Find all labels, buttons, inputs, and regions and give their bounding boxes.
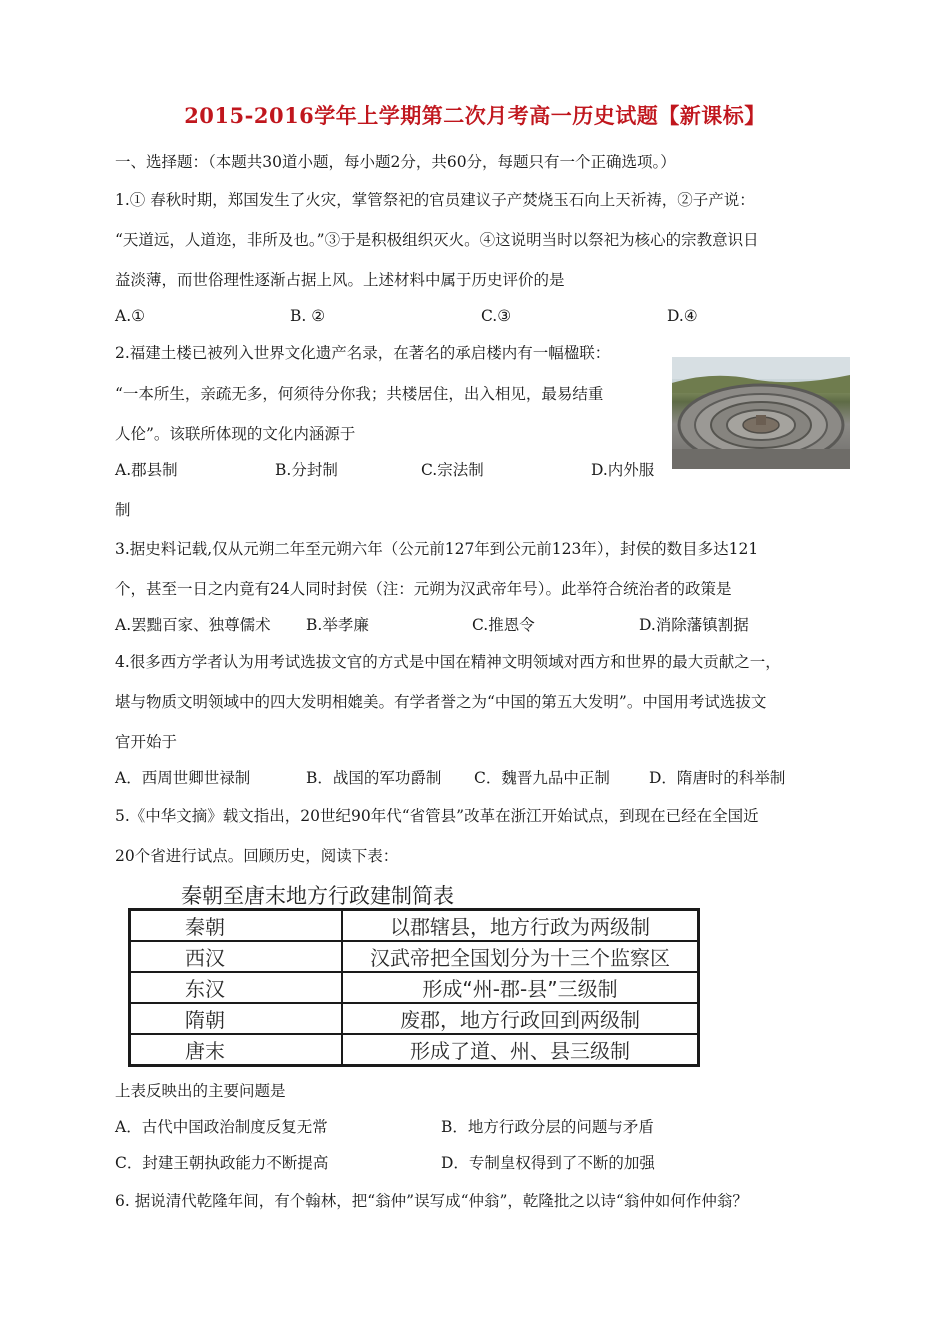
q5-option-c: C．封建王朝执政能力不断提高 [115,1154,329,1172]
q2-line-3: 人伦”。该联所体现的文化内涵源于 [115,425,356,443]
q2-line-1: 2.福建土楼已被列入世界文化遗产名录，在著名的承启楼内有一幅楹联： [115,344,611,362]
q5-after-table: 上表反映出的主要问题是 [115,1082,286,1100]
q1-option-a: A.① [115,307,146,325]
table-row [130,972,699,1003]
q2-option-d: D.内外服 [591,461,655,479]
q3-option-c: C.推恩令 [472,616,535,634]
table-row [130,941,699,972]
q4-option-d: D．隋唐时的科举制 [649,769,786,787]
q1-option-b: B. ② [290,307,326,325]
q2-option-d-tail: 制 [115,501,131,519]
q5-line-1: 5.《中华文摘》载文指出，20世纪90年代“省管县”改革在浙江开始试点，到现在已经在全国近 [115,807,759,825]
table-row [130,910,699,942]
q4-option-a: A．西周世卿世禄制 [115,769,251,787]
q1-option-c: C.③ [481,307,512,325]
q1-line-3: 益淡薄，而世俗理性逐渐占据上风。上述材料中属于历史评价的是 [115,271,565,289]
q5-line-2: 20个省进行试点。回顾历史，阅读下表： [115,847,399,865]
tulou-photo [672,357,850,469]
q5-option-d: D．专制皇权得到了不断的加强 [441,1154,655,1172]
table-row [130,1003,699,1034]
table-cell-dynasty: 东汉 [130,972,343,1003]
table-cell-system: 汉武帝把全国划分为十三个监察区 [342,941,699,972]
table-cell-system: 废郡，地方行政回到两级制 [342,1003,699,1034]
table-title: 秦朝至唐末地方行政建制简表 [181,884,454,908]
table-row [130,1034,699,1066]
table-cell-system: 以郡辖县，地方行政为两级制 [342,910,699,942]
q4-line-1: 4.很多西方学者认为用考试选拔文官的方式是中国在精神文明领域对西方和世界的最大贡献之一， [115,653,781,671]
dynasty-table [128,908,700,1067]
q4-option-c: C．魏晋九品中正制 [474,769,610,787]
q3-line-2: 个，甚至一日之内竟有24人同时封侯（注：元朔为汉武帝年号）。此举符合统治者的政策是 [115,580,732,598]
q3-option-a: A.罢黜百家、独尊儒术 [115,616,271,634]
table-cell-dynasty: 西汉 [130,941,343,972]
q2-line-2: “一本所生，亲疏无多，何须待分你我；共楼居住，出入相见，最易结重 [115,385,604,403]
q1-option-d: D.④ [667,307,698,325]
q3-option-b: B.举孝廉 [306,616,369,634]
q1-line-2: “天道远，人道迩，非所及也。”③于是积极组织灭火。④这说明当时以祭祀为核心的宗教意识日 [115,231,759,249]
q2-option-b: B.分封制 [275,461,338,479]
q2-option-c: C.宗法制 [421,461,484,479]
q1-line-1: 1.① 春秋时期，郑国发生了火灾，掌管祭祀的官员建议子产焚烧玉石向上天祈祷，②子产说： [115,191,755,209]
section-heading: 一、选择题：（本题共30道小题，每小题2分，共60分，每题只有一个正确选项。） [115,153,676,171]
q3-line-1: 3.据史料记载,仅从元朔二年至元朔六年（公元前127年到公元前123年），封侯的数目多达121 [115,540,759,558]
table-cell-system: 形成了道、州、县三级制 [342,1034,699,1066]
q5-option-a: A．古代中国政治制度反复无常 [115,1118,328,1136]
q4-option-b: B．战国的军功爵制 [306,769,442,787]
exam-title: 2015-2016学年上学期第二次月考高一历史试题【新课标】 [184,103,766,128]
q3-option-d: D.消除藩镇割据 [639,616,749,634]
q6-line-1: 6. 据说清代乾隆年间，有个翰林，把“翁仲”误写成“仲翁”，乾隆批之以诗“翁仲如何作仲翁？ [115,1192,748,1210]
tulou-image [672,357,850,469]
q5-option-b: B．地方行政分层的问题与矛盾 [441,1118,654,1136]
table-cell-dynasty: 秦朝 [130,910,343,942]
table-cell-system: 形成“州-郡-县”三级制 [342,972,699,1003]
q4-line-2: 堪与物质文明领域中的四大发明相媲美。有学者誉之为“中国的第五大发明”。中国用考试选拔文 [115,693,767,711]
table-cell-dynasty: 唐末 [130,1034,343,1066]
q2-option-a: A.郡县制 [115,461,178,479]
table-cell-dynasty: 隋朝 [130,1003,343,1034]
q4-line-3: 官开始于 [115,733,178,751]
